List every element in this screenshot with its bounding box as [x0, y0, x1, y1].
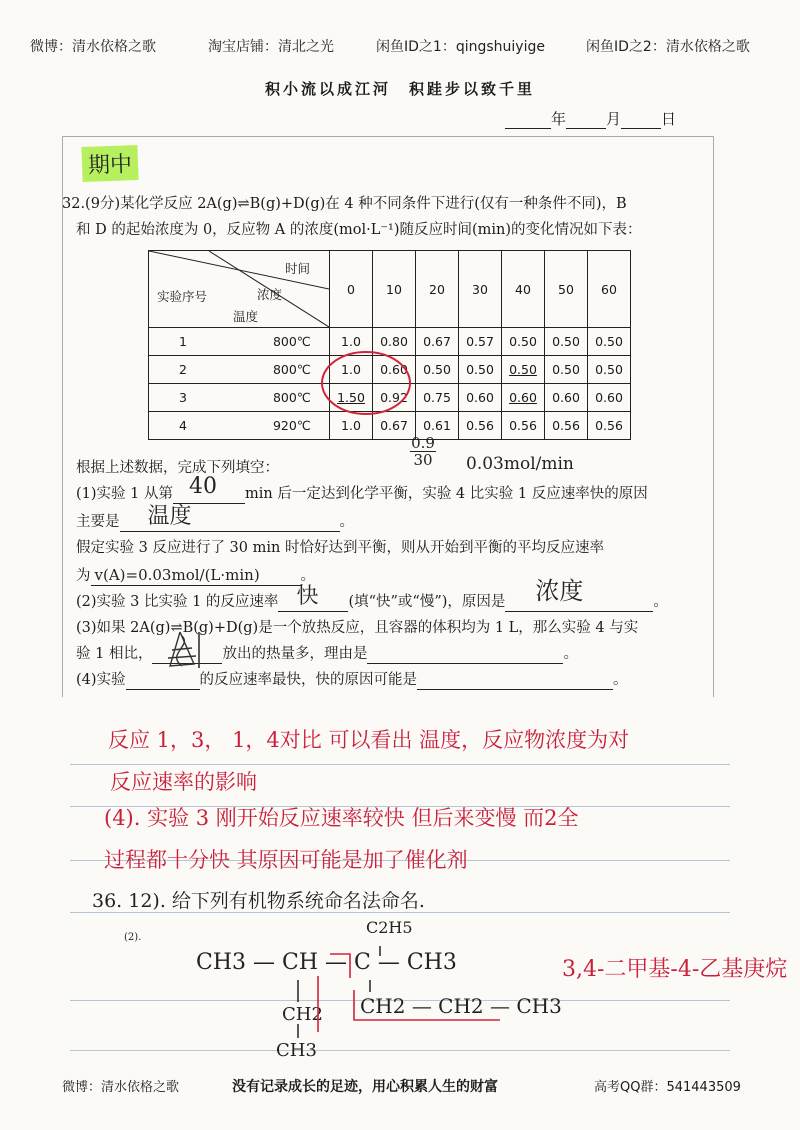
- period: 。: [613, 672, 628, 688]
- table-cell: 0.50: [502, 356, 545, 384]
- q1-blank-3[interactable]: [91, 566, 301, 586]
- date-month: 月: [606, 110, 622, 128]
- date-day: 日: [661, 110, 677, 128]
- fill-instructions: 根据上述数据，完成下列填空：: [76, 460, 279, 476]
- period: 。: [653, 594, 668, 610]
- q2-text-b: (填“快”或“慢”)，原因是: [348, 594, 506, 610]
- table-cell: 0.56: [588, 412, 631, 440]
- handwritten-fraction: [410, 436, 436, 467]
- exam-label-midterm: 期中: [81, 145, 138, 182]
- chem-ethyl-group: C2H5: [366, 918, 413, 937]
- q4-blank-1[interactable]: [126, 673, 200, 690]
- header-xianyu-2: 闲鱼ID之2：清水依格之歌: [586, 39, 750, 55]
- q3-text-c: 放出的热量多，理由是: [222, 646, 368, 662]
- row-id: 3: [179, 390, 187, 405]
- row-temp: 800℃: [272, 390, 311, 405]
- notebook-line: [70, 764, 730, 765]
- red-circle-annotation: [318, 348, 418, 418]
- q4-line: [76, 670, 628, 690]
- q3-text-b: 验 1 相比，: [76, 646, 153, 662]
- table-cell: 0.67: [373, 412, 416, 440]
- q36-sub-label: (2).: [124, 932, 142, 943]
- time-header: 30: [459, 251, 502, 328]
- row-id: 2: [179, 362, 187, 377]
- q3-blank-2[interactable]: [367, 647, 563, 664]
- table-cell: 0.50: [588, 356, 631, 384]
- time-header: 50: [545, 251, 588, 328]
- q1-line-4: [76, 566, 315, 586]
- header-xianyu-1: 闲鱼ID之1：qingshuiyige: [376, 39, 545, 55]
- table-cell: 0.60: [545, 384, 588, 412]
- table-cell: 0.56: [459, 412, 502, 440]
- table-cell: 1.50: [330, 384, 373, 412]
- q2-text-a: (2)实验 3 比实验 1 的反应速率: [76, 594, 279, 610]
- notebook-line: [70, 1050, 730, 1051]
- q1-answer-3: v(A)=0.03mol/(L·min): [94, 566, 260, 584]
- period: 。: [300, 568, 315, 584]
- table-cell: 1.0: [330, 412, 373, 440]
- row-temp: 800℃: [272, 334, 311, 349]
- table-cell: 0.60: [459, 384, 502, 412]
- table-cell: 0.56: [502, 412, 545, 440]
- q36-prompt: 36. 12). 给下列有机物系统命名法命名.: [92, 890, 425, 912]
- q4-text-b: 的反应速率最快，快的原因可能是: [199, 672, 418, 688]
- table-cell: 0.50: [588, 328, 631, 356]
- row-temp: 800℃: [272, 362, 311, 377]
- row-id: 1: [179, 334, 187, 349]
- q4-text-a: (4)实验: [76, 672, 126, 688]
- corner-experiment-label: 实验序号: [157, 289, 208, 304]
- q1-answer-1: 40: [188, 474, 217, 499]
- footer-weibo: 微博：清水依格之歌: [62, 1080, 180, 1095]
- handwritten-calc-result: 0.03mol/min: [466, 454, 574, 474]
- question-line-2: 和 D 的起始浓度为 0，反应物 A 的浓度(mol·L⁻¹)随反应时间(min)的变化情况如下表：: [76, 222, 642, 238]
- q2-blank-1[interactable]: [278, 584, 348, 612]
- table-cell: 0.67: [416, 328, 459, 356]
- table-cell: 1.0: [330, 356, 373, 384]
- q3-line-2: [76, 644, 578, 664]
- table-cell: 0.80: [373, 328, 416, 356]
- table-cell: 0.60: [588, 384, 631, 412]
- q4-blank-2[interactable]: [417, 673, 613, 690]
- q1-blank-2[interactable]: [120, 504, 340, 532]
- corner-concentration-label: 浓度: [257, 287, 283, 302]
- date-year: 年: [551, 110, 567, 128]
- q2-answer-1: 快: [296, 584, 319, 609]
- chem-name-answer: 3,4-二甲基-4-乙基庚烷: [562, 957, 788, 982]
- time-header: 20: [416, 251, 459, 328]
- table-cell: 0.92: [373, 384, 416, 412]
- table-cell: 0.75: [416, 384, 459, 412]
- row-id: 4: [179, 418, 187, 433]
- scribble-mark: [162, 626, 202, 670]
- red-note-line-1: 反应 1，3， 1，4对比 可以看出 温度，反应物浓度为对: [108, 728, 630, 752]
- red-note-line-4: 过程都十分快 其原因可能是加了催化剂: [104, 848, 468, 872]
- q1-text-b: min 后一定达到化学平衡，实验 4 比实验 1 反应速率快的原因: [244, 486, 648, 502]
- table-cell: 1.0: [330, 328, 373, 356]
- table-cell: 0.60: [373, 356, 416, 384]
- time-header: 40: [502, 251, 545, 328]
- period: 。: [339, 514, 354, 530]
- period: 。: [563, 646, 578, 662]
- q1-line-2: [76, 504, 354, 532]
- q3-line-1: (3)如果 2A(g)⇌B(g)+D(g)是一个放热反应，且容器的体积均为 1 L，那么实验 4 与实: [76, 620, 639, 636]
- q2-blank-2[interactable]: [505, 577, 653, 612]
- q2-answer-2: 浓度: [535, 577, 584, 605]
- footer-qq: 高考QQ群：541443509: [594, 1080, 741, 1095]
- red-note-line-3: (4). 实验 3 刚开始反应速率较快 但后来变慢 而2全: [104, 806, 579, 830]
- table-cell: 0.56: [545, 412, 588, 440]
- table-corner-cell: [149, 251, 330, 328]
- table-cell: 0.61: [416, 412, 459, 440]
- red-note-line-2: 反应速率的影响: [110, 770, 257, 794]
- table-cell: 0.50: [459, 356, 502, 384]
- header-weibo: 微博：清水依格之歌: [30, 39, 156, 55]
- footer-slogan: 没有记录成长的足迹，用心积累人生的财富: [232, 1079, 498, 1095]
- question-line-1: 32.(9分)某化学反应 2A(g)⇌B(g)+D(g)在 4 种不同条件下进行(仅有一种条件不同)，B: [62, 196, 627, 212]
- chem-bond-lines: [280, 940, 520, 1050]
- time-header: 60: [588, 251, 631, 328]
- row-temp: 920℃: [272, 418, 311, 433]
- fraction-top: 0.9: [411, 434, 435, 452]
- chem-branch-ch3: CH3: [276, 1040, 317, 1061]
- header-taobao: 淘宝店铺：清北之光: [208, 39, 334, 55]
- q1-blank-1[interactable]: [173, 474, 245, 504]
- table-cell: 0.57: [459, 328, 502, 356]
- q2-line: [76, 577, 668, 612]
- corner-temperature-label: 温度: [233, 309, 259, 324]
- fraction-bottom: 30: [413, 451, 433, 469]
- q1-text-a: (1)实验 1 从第: [76, 486, 173, 502]
- table-cell: 0.50: [502, 328, 545, 356]
- q1-line-1: [76, 474, 648, 504]
- q1-text-c: 主要是: [76, 514, 120, 530]
- corner-time-label: 时间: [285, 261, 311, 276]
- q1-answer-2: 温度: [147, 504, 192, 529]
- date-line: [505, 108, 676, 129]
- table-cell: 0.50: [545, 328, 588, 356]
- chem-branch-ch2: CH2: [282, 1004, 323, 1025]
- time-header: 10: [373, 251, 416, 328]
- table-cell: 0.50: [545, 356, 588, 384]
- q1-line-3: 假定实验 3 反应进行了 30 min 时恰好达到平衡，则从开始到平衡的平均反应速率: [76, 540, 604, 556]
- chem-right-chain: CH2 — CH2 — CH3: [360, 994, 562, 1018]
- motto: 积小流以成江河 积跬步以致千里: [264, 80, 535, 98]
- chem-main-chain: CH3 — CH — C — CH3: [196, 950, 457, 975]
- time-header: 0: [330, 251, 373, 328]
- table-cell: 0.50: [416, 356, 459, 384]
- q1-text-e: 为: [76, 568, 91, 584]
- table-cell: 0.60: [502, 384, 545, 412]
